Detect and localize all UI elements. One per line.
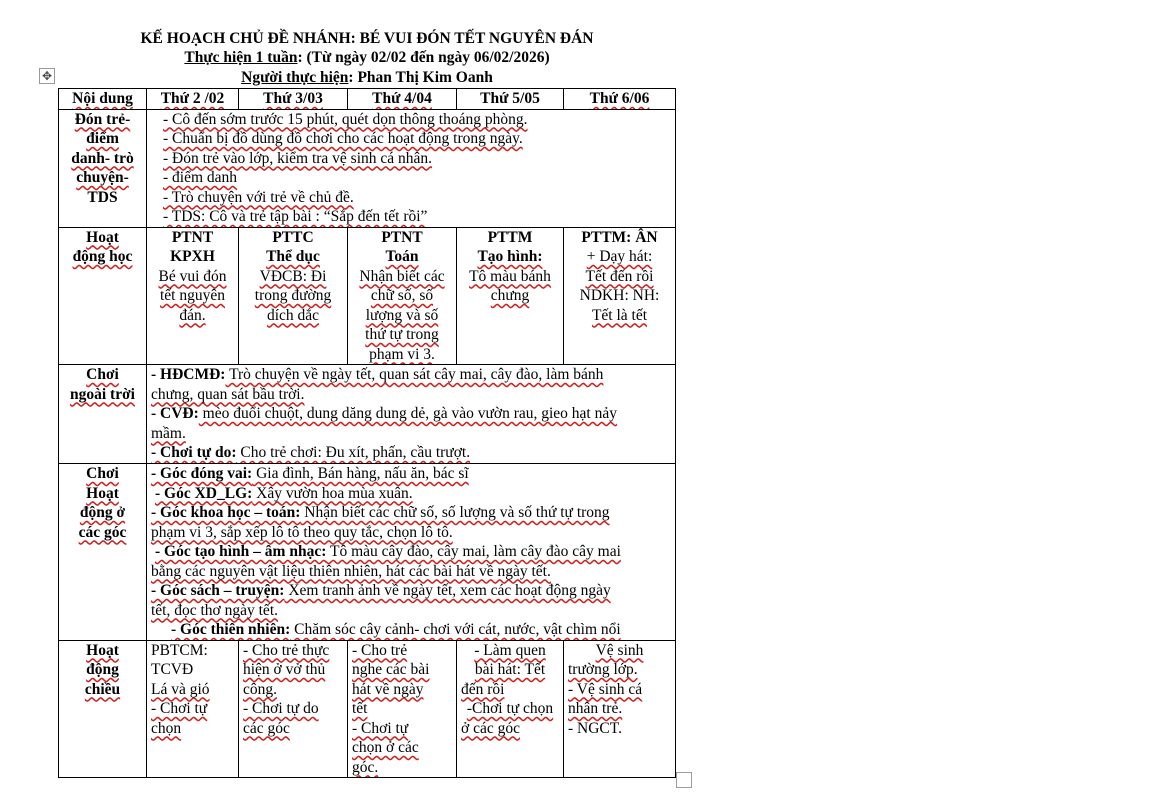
row-label-choi-ngoai-troi — [59, 365, 147, 464]
chieu-line: trường lớp. — [568, 661, 638, 678]
header-cell-fri — [564, 89, 676, 110]
goc-tao-hinh-cont: bằng các nguyên vật liệu thiên nhiên, hát các bài hát về ngày tết. — [151, 562, 551, 580]
header-cell-tue — [239, 89, 348, 110]
chieu-line: các góc — [243, 719, 290, 737]
label-line: ngoài trời — [70, 385, 135, 403]
don-tre-content — [147, 109, 676, 227]
hdh-mon-cell — [147, 227, 239, 365]
chieu-line: PBTCM: — [151, 641, 208, 659]
chieu-line: chọn — [151, 719, 182, 737]
label-line: các góc — [78, 523, 127, 541]
don-tre-line: - Trò chuyện với trẻ về chủ đề. — [163, 188, 354, 206]
chieu-mon-cell — [147, 640, 239, 778]
duration-value: : (Từ ngày 02/02 đến ngày 06/02/2026) — [297, 49, 550, 66]
author-label: Người thực hiện — [241, 69, 349, 86]
hdcmd-text-cont: chưng, quan sát bầu trời. — [151, 385, 305, 403]
subject-content: đán. — [179, 306, 206, 324]
chieu-line: - Làm quen — [474, 641, 546, 659]
subject-title: Toán — [385, 248, 419, 265]
label-line: động — [86, 661, 119, 678]
header-row — [59, 89, 676, 110]
label-line: động học — [72, 248, 133, 265]
row-don-tre — [59, 109, 676, 227]
subject-content: trong đường — [254, 287, 332, 304]
goc-tao-hinh-label: - Góc tạo hình – âm nhạc: — [155, 543, 327, 560]
label-line: chiều — [84, 680, 121, 698]
chieu-line: nhân trẻ. — [568, 700, 623, 717]
subject-content: phạm vi 3. — [369, 345, 435, 363]
header-label: Nội dung — [72, 90, 133, 107]
table-move-handle-icon[interactable]: ✥ — [39, 68, 55, 84]
label-line: Hoạt — [86, 641, 119, 659]
subject-content: chữ số, số — [370, 287, 434, 304]
chieu-fri-cell — [564, 640, 676, 778]
subject-title: PTNT — [381, 228, 423, 246]
choi-tu-do-text: Cho trẻ chơi: Đu xít, phấn, cầu trượt. — [236, 444, 471, 461]
label-line: Đón trẻ- — [74, 110, 131, 128]
label-line: Hoạt — [86, 228, 119, 246]
don-tre-line: - Đón trẻ vào lớp, kiểm tra vệ sinh cá nhân. — [163, 149, 433, 167]
chieu-line: hiện ở vở thủ — [243, 661, 326, 678]
plan-duration — [0, 48, 734, 68]
goc-content — [147, 464, 676, 641]
hdcmd-text: Trò chuyện về ngày tết, quan sát cây mai, cây đào, làm bánh — [225, 366, 604, 383]
label-line: TDS — [87, 188, 118, 206]
plan-author — [0, 68, 734, 88]
row-goc — [59, 464, 676, 641]
chieu-line: bài hát: Tết — [474, 661, 546, 678]
subject-content: Nhận biết các — [359, 267, 445, 285]
subject-title: Tạo hình: — [477, 248, 543, 265]
subject-title: PTTC — [272, 228, 314, 246]
subject-content: thứ tự trong — [365, 326, 439, 343]
header-label: Thứ 4/04 — [372, 90, 432, 107]
goc-thien-nhien-text: Chăm sóc cây cảnh- chơi với cát, nước, vật chìm nổi — [290, 621, 621, 638]
subject-content: + Dạy hát: — [586, 248, 653, 265]
goc-dong-vai-label: - Góc đóng vai: — [151, 465, 253, 482]
goc-khoa-hoc-text: Nhận biết các chữ số, số lượng và số thứ tự trong — [300, 504, 610, 521]
chieu-line: công. — [243, 680, 278, 698]
ngoai-troi-content — [147, 365, 676, 464]
label-line: danh- trò — [71, 149, 134, 167]
don-tre-line: - Cô đến sớm trước 15 phút, quét dọn thông thoáng phòng. — [163, 110, 528, 128]
row-label-don-tre — [59, 109, 147, 227]
chieu-line: hát về ngày — [352, 680, 424, 698]
hdh-wed-cell — [348, 227, 457, 365]
duration-label: Thực hiện 1 tuần — [184, 49, 298, 66]
subject-title: PTTM: ÂN — [581, 228, 658, 246]
plan-title: KẾ HOẠCH CHỦ ĐỀ NHÁNH: BÉ VUI ĐÓN TẾT NGUYÊN ĐÁN — [140, 30, 594, 47]
chieu-line: - NGCT. — [568, 719, 622, 737]
chieu-line: Vệ sinh — [595, 641, 644, 659]
row-hoat-dong-hoc — [59, 227, 676, 365]
chieu-line: - Chơi tự — [352, 719, 409, 737]
chieu-line: - Cho trẻ — [352, 641, 408, 659]
subject-content: Tô màu bánh — [469, 267, 551, 285]
subject-content: dích dắc — [266, 306, 320, 324]
header-cell-mon — [147, 89, 239, 110]
hdcmd-label: - HĐCMĐ: — [151, 366, 226, 383]
subject-content: chưng — [490, 287, 530, 304]
chieu-line: tết — [352, 700, 368, 717]
table-resize-handle-icon[interactable] — [676, 772, 692, 788]
chieu-tue-cell — [239, 640, 348, 778]
goc-sach-text: Xem tranh ảnh về ngày tết, xem các hoạt động ngày — [284, 582, 611, 599]
chieu-line: đến rồi — [461, 680, 505, 698]
chieu-line: - Chơi tự — [151, 700, 208, 717]
subject-content: VĐCB: Đi — [259, 267, 327, 285]
cvd-text-cont: mầm. — [151, 424, 186, 442]
hdh-tue-cell — [239, 227, 348, 365]
goc-khoa-hoc-label: - Góc khoa học – toán: — [151, 504, 301, 521]
row-label-chieu — [59, 640, 147, 778]
header-label: Thứ 5/05 — [480, 90, 540, 107]
chieu-line: chọn ở các — [352, 739, 419, 756]
chieu-line: nghe các bài — [352, 661, 430, 678]
label-line: Hoạt — [86, 484, 119, 502]
chieu-thu-cell — [457, 640, 564, 778]
cvd-text: mèo đuổi chuột, dung dăng dung dẻ, gà vào vườn rau, gieo hạt nảy — [198, 405, 617, 422]
label-line: Chơi — [86, 366, 119, 383]
chieu-wed-cell — [348, 640, 457, 778]
chieu-line: - Vệ sinh cá — [568, 680, 643, 698]
goc-xd-label: - Góc XD_LG: — [155, 484, 253, 502]
subject-content: Bé vui đón — [158, 267, 227, 285]
cvd-label: - CVĐ: — [151, 405, 199, 422]
header-label: Thứ 6/06 — [589, 90, 650, 107]
subject-title: PTNT — [171, 228, 214, 246]
chieu-line: ở các góc — [461, 719, 520, 737]
row-chieu — [59, 640, 676, 778]
choi-tu-do-label: - Chơi tự do: — [151, 444, 237, 461]
chieu-line: góc. — [352, 758, 379, 776]
goc-khoa-hoc-cont: phạm vi 3, sắp xếp lô tô theo quy tắc, chọn lô tô. — [151, 523, 453, 541]
header-cell-wed — [348, 89, 457, 110]
label-line: động ở — [79, 504, 126, 521]
header-cell-noi-dung — [59, 89, 147, 110]
weekly-plan-table — [58, 88, 676, 778]
chieu-line: Lá và gió — [151, 680, 210, 698]
goc-sach-cont: tết, đọc thơ ngày tết. — [151, 601, 278, 619]
subject-content: Tết là tết — [591, 306, 648, 324]
row-label-hoat-dong-hoc — [59, 227, 147, 365]
don-tre-line: - Chuẩn bị đồ dùng đồ chơi cho các hoạt động trong ngày. — [163, 130, 523, 147]
row-label-goc — [59, 464, 147, 641]
goc-xd-text: Xây vườn hoa mùa xuân. — [252, 484, 413, 502]
hdh-fri-cell — [564, 227, 676, 365]
label-line: Chơi — [86, 465, 119, 482]
don-tre-line: - TDS: Cô và trẻ tập bài : “Sắp đến tết rồi” — [163, 208, 428, 225]
row-choi-ngoai-troi — [59, 365, 676, 464]
goc-thien-nhien-label: - Góc thiên nhiên: — [171, 621, 291, 638]
subject-title: KPXH — [170, 248, 215, 265]
chieu-line: -Chơi tự chọn — [466, 700, 554, 717]
subject-title: Thể dục — [266, 248, 320, 265]
subject-content: Tết đến rồi — [585, 267, 654, 285]
label-line: chuyện- — [76, 169, 129, 186]
chieu-line: - Cho trẻ thực — [243, 641, 330, 659]
subject-content: lượng và số — [365, 306, 439, 324]
header-cell-thu — [457, 89, 564, 110]
subject-title: PTTM — [487, 228, 533, 246]
goc-tao-hinh-text: Tô màu cây đào, cây mai, làm cây đào cây mai — [326, 543, 621, 560]
subject-content: NDKH: NH: — [579, 287, 660, 304]
goc-dong-vai-text: Gia đình, Bán hàng, nấu ăn, bác sĩ — [252, 465, 469, 482]
header-label: Thứ 2 /02 — [160, 90, 225, 107]
chieu-line: TCVĐ — [151, 661, 194, 678]
goc-sach-label: - Góc sách – truyện: — [151, 582, 285, 599]
subject-content: tết nguyên — [160, 287, 225, 304]
chieu-line: - Chơi tự do — [243, 700, 319, 717]
don-tre-line: - điểm danh — [163, 169, 238, 186]
header-label: Thứ 3/03 — [263, 90, 323, 107]
hdh-thu-cell — [457, 227, 564, 365]
label-line: điểm — [86, 130, 119, 147]
author-value: : Phan Thị Kim Oanh — [348, 69, 493, 86]
